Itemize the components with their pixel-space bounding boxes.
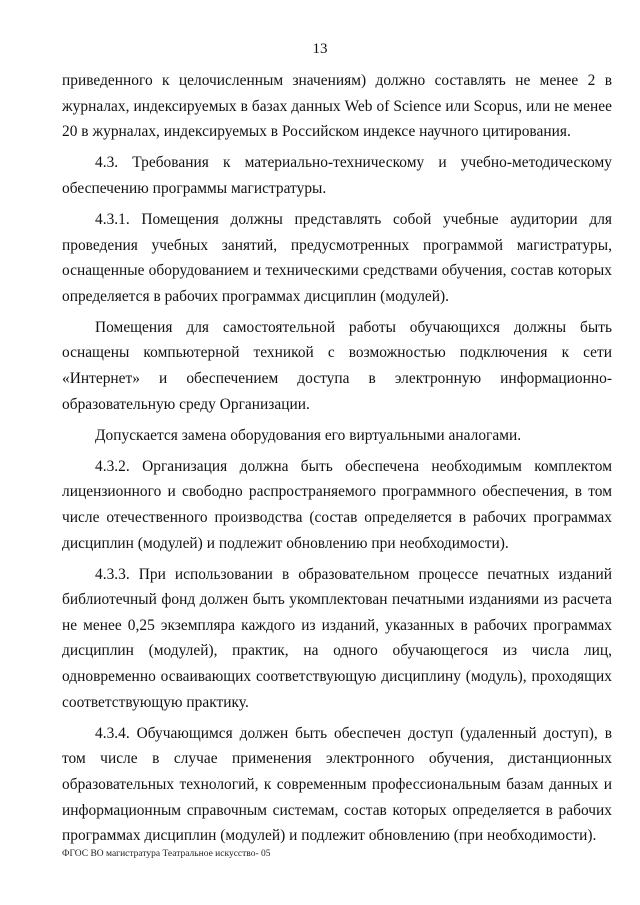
paragraph-section-4-3-4: 4.3.4. Обучающимся должен быть обеспечен доступ (удаленный доступ), в том числе в случае применения электронного обучения, дистанционных образовательных технологий, к современным профессиональным базам данных и информационным справочным системам, состав которых определяется в рабочих программах дисциплин (модулей) и подлежит обновлению (при необходимости).: [62, 724, 612, 845]
page-number: 13: [312, 41, 328, 57]
paragraph-self-study-rooms: Помещения для самостоятельной работы обучающихся должны быть оснащены компьютерной техникой с возможностью подключения к сети «Интернет» и обеспечением доступа в электронную информационно-образовательную среду Организации.: [62, 318, 612, 413]
paragraph-section-4-3-3: 4.3.3. При использовании в образовательном процессе печатных изданий библиотечный фонд должен быть укомплектован печатными изданиями из расчета не менее 0,25 экземпляра каждого из изданий, указанных в рабочих программах дисциплин (модулей), практик, на одного обучающегося из числа лиц, одновременно осваивающих соответствующую дисциплину (модуль), проходящих соответствующую практику.: [62, 565, 612, 711]
page-footer: ФГОС ВО магистратура Театральное искусство- 05: [62, 849, 271, 859]
paragraph-section-4-3-1: 4.3.1. Помещения должны представлять собой учебные аудитории для проведения учебных занятий, предусмотренных программой магистратуры, оснащенные оборудованием и техническими средствами обучения, состав которых определяется в рабочих программах дисциплин (модулей).: [62, 210, 612, 305]
paragraph-section-4-3-2: 4.3.2. Организация должна быть обеспечена необходимым комплектом лицензионного и свободно распространяемого программного обеспечения, в том числе отечественного производства (состав определяется в рабочих программах дисциплин (модулей) и подлежит обновлению при необходимости).: [62, 457, 612, 552]
paragraph-virtual-analogs: Допускается замена оборудования его виртуальными аналогами.: [95, 426, 522, 444]
paragraph-continuation: приведенного к целочисленным значениям) должно составлять не менее 2 в журналах, индексируемых в базах данных Web of Science или Scopus, или не менее 20 в журналах, индексируемых в Российском индексе научного цитирования.: [62, 72, 612, 141]
paragraph-section-4-3: 4.3. Требования к материально-техническому и учебно-методическому обеспечению программы магистратуры.: [62, 154, 612, 197]
page-body: [62, 68, 612, 849]
